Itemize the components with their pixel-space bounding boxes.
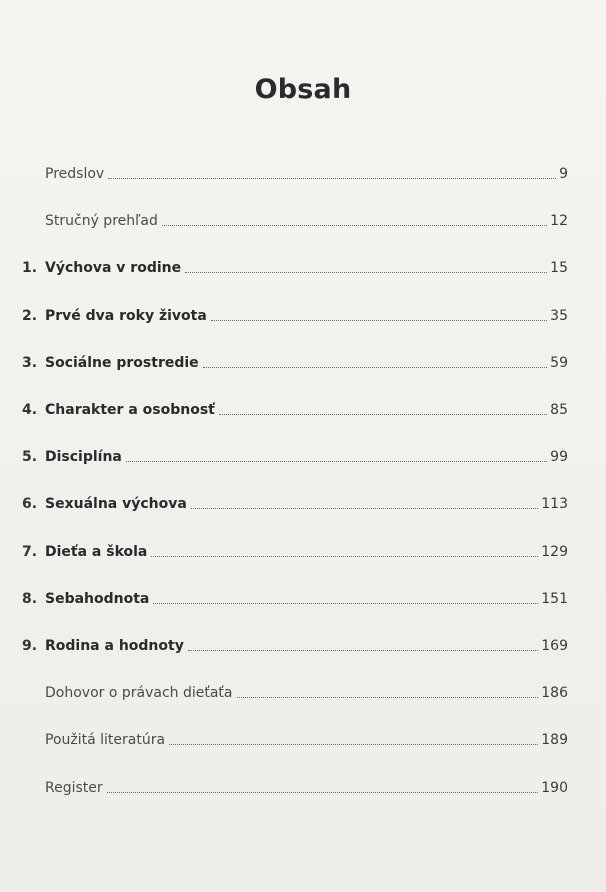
toc-entry [22, 680, 568, 702]
toc-entry [22, 350, 568, 372]
toc-entry [22, 586, 568, 608]
toc-entry [22, 491, 568, 513]
dot-leader [185, 271, 547, 273]
toc-entry [22, 444, 568, 466]
toc-entry-page-number: 169 [541, 638, 568, 654]
toc-entry-page-number: 35 [550, 308, 568, 324]
toc-entry-number: 8. [22, 591, 38, 607]
dot-leader [107, 791, 539, 793]
dot-leader [151, 555, 538, 557]
toc-entry-label: Rodina a hodnoty [45, 638, 184, 654]
toc-entry-page-number: 12 [550, 213, 568, 229]
toc-entry-label: Dohovor o právach dieťaťa [45, 685, 233, 701]
toc-entry [22, 539, 568, 561]
dot-leader [237, 696, 539, 698]
toc-entry-number: 3. [22, 355, 38, 371]
toc-entry-label: Charakter a osobnosť [45, 402, 215, 418]
toc-entry [22, 255, 568, 277]
dot-leader [211, 319, 547, 321]
toc-entry-number: 5. [22, 449, 38, 465]
toc-entry-number: 4. [22, 402, 38, 418]
toc-entry [22, 633, 568, 655]
toc-entry-label: Použitá literatúra [45, 732, 166, 748]
toc-entry-page-number: 151 [541, 591, 568, 607]
toc-entry-page-number: 85 [550, 402, 568, 418]
toc-entry-label: Dieťa a škola [45, 544, 148, 560]
toc-entry-page-number: 99 [550, 449, 568, 465]
toc-entry-label: Register [45, 780, 103, 796]
dot-leader [126, 460, 547, 462]
toc-entry-page-number: 9 [559, 166, 568, 182]
toc-entry-label: Výchova v rodine [45, 260, 182, 276]
toc-entry [22, 161, 568, 183]
toc-entry-page-number: 189 [541, 732, 568, 748]
toc-entry-page-number: 15 [550, 260, 568, 276]
dot-leader [188, 649, 538, 651]
dot-leader [191, 507, 538, 509]
dot-leader [219, 413, 547, 415]
toc-entry-page-number: 59 [550, 355, 568, 371]
toc-entry-number: 1. [22, 260, 38, 276]
toc-entry [22, 727, 568, 749]
dot-leader [203, 366, 548, 368]
toc-entry [22, 397, 568, 419]
toc-entry-label: Sexuálna výchova [45, 496, 187, 512]
toc-entry [22, 775, 568, 797]
toc-entry-number: 9. [22, 638, 38, 654]
toc-entry-label: Sociálne prostredie [45, 355, 199, 371]
toc-entry [22, 303, 568, 325]
toc-entry-label: Prvé dva roky života [45, 308, 207, 324]
toc-entry-label: Sebahodnota [45, 591, 150, 607]
toc-entry-label: Stručný prehľad [45, 213, 158, 229]
toc-entry-number: 6. [22, 496, 38, 512]
toc-entry-page-number: 186 [541, 685, 568, 701]
toc-entry-number: 7. [22, 544, 38, 560]
toc-entry [22, 208, 568, 230]
toc-entry-number: 2. [22, 308, 38, 324]
dot-leader [162, 224, 547, 226]
toc-entry-page-number: 113 [541, 496, 568, 512]
dot-leader [153, 602, 538, 604]
toc-entry-label: Disciplína [45, 449, 122, 465]
dot-leader [169, 743, 538, 745]
toc-entry-label: Predslov [45, 166, 105, 182]
page-title: Obsah [254, 74, 352, 105]
toc-entry-page-number: 190 [541, 780, 568, 796]
dot-leader [108, 177, 556, 179]
toc-entry-page-number: 129 [541, 544, 568, 560]
